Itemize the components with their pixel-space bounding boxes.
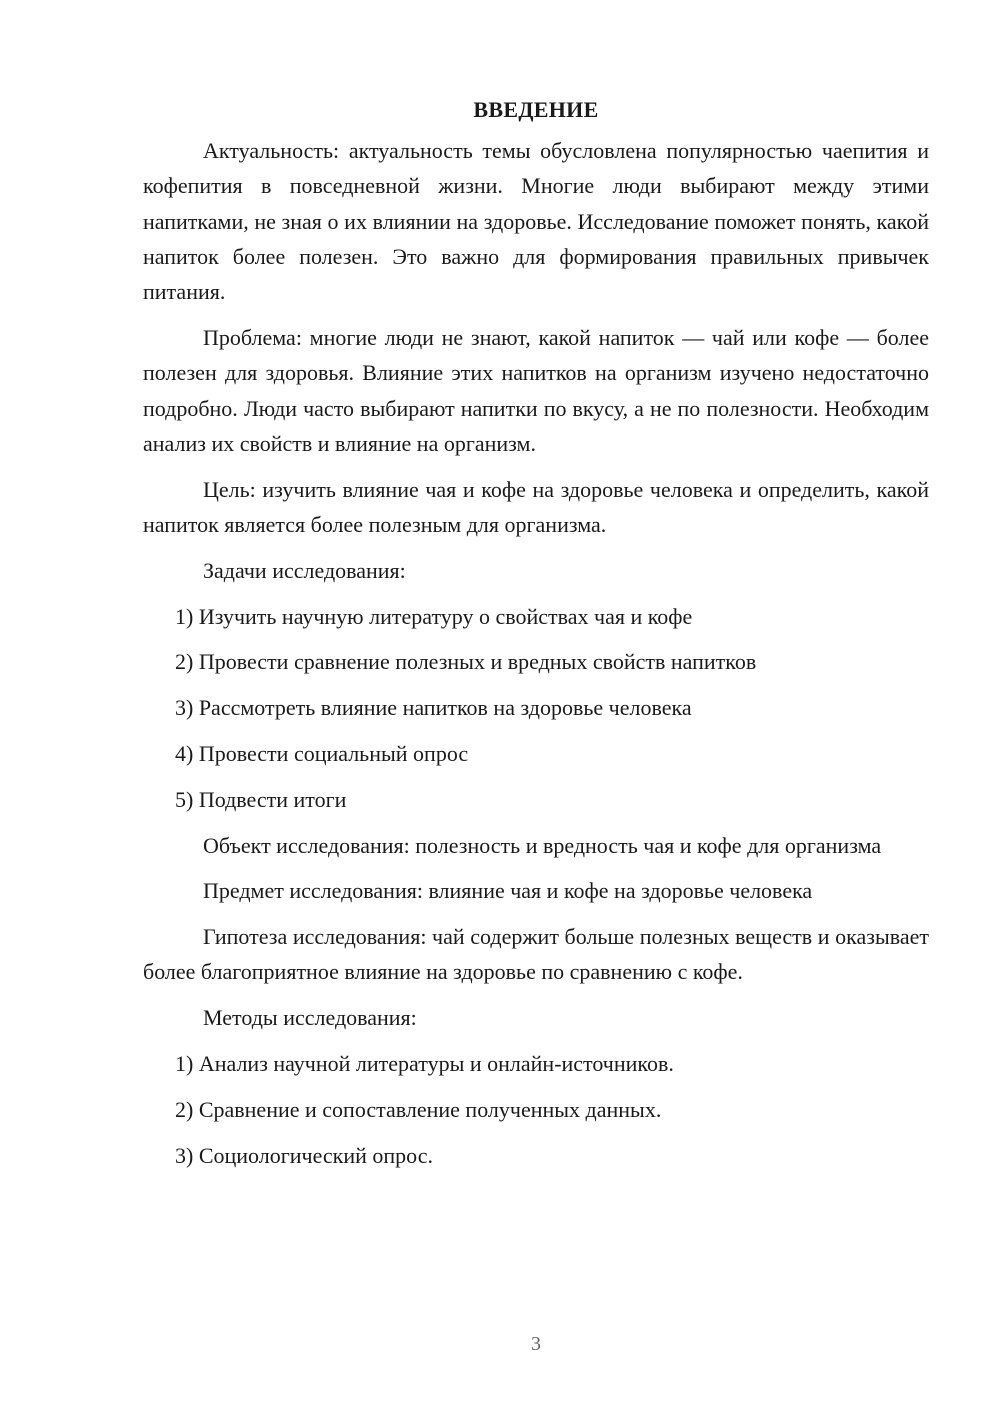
problem-paragraph: Проблема: многие люди не знают, какой напиток — чай или кофе — более полезен для здоровья. Влияние этих напитков на организм изучено недостаточно подробно. Люди часто выбирают напитки по вкусу, а не по полезности. Необходим анализ их свойств и влияние на организм. [143,324,929,456]
methods-heading: Методы исследования: [203,1005,417,1031]
section-title: ВВЕДЕНИЕ [473,97,599,122]
task-item: 3) Рассмотреть влияние напитков на здоровье человека [175,695,692,721]
object-paragraph: Объект исследования: полезность и вредность чая и кофе для организма [203,832,882,858]
subject-paragraph: Предмет исследования: влияние чая и кофе на здоровье человека [203,878,813,904]
method-item: 1) Анализ научной литературы и онлайн-источников. [175,1051,674,1077]
tasks-heading: Задачи исследования: [203,557,406,583]
task-item: 5) Подвести итоги [175,786,347,812]
method-item: 2) Сравнение и сопоставление полученных данных. [175,1096,662,1122]
page-content [143,92,929,1183]
page-number: 3 [531,1333,541,1355]
relevance-paragraph: Актуальность: актуальность темы обусловлена популярностью чаепития и кофепития в повседневной жизни. Многие люди выбирают между этими напитками, не зная о их влиянии на здоровье. Исследование поможет понять, какой напиток более полезен. Это важно для формирования правильных привычек питания. [143,138,929,305]
goal-paragraph: Цель: изучить влияние чая и кофе на здоровье человека и определить, какой напиток является более полезным для организма. [143,476,929,537]
task-item: 1) Изучить научную литературу о свойствах чая и кофе [175,603,693,629]
task-item: 2) Провести сравнение полезных и вредных свойств напитков [175,649,757,675]
method-item: 3) Социологический опрос. [175,1142,433,1168]
task-item: 4) Провести социальный опрос [175,740,469,766]
hypothesis-paragraph: Гипотеза исследования: чай содержит больше полезных веществ и оказывает более благоприятное влияние на здоровье по сравнению с кофе. [143,924,929,985]
